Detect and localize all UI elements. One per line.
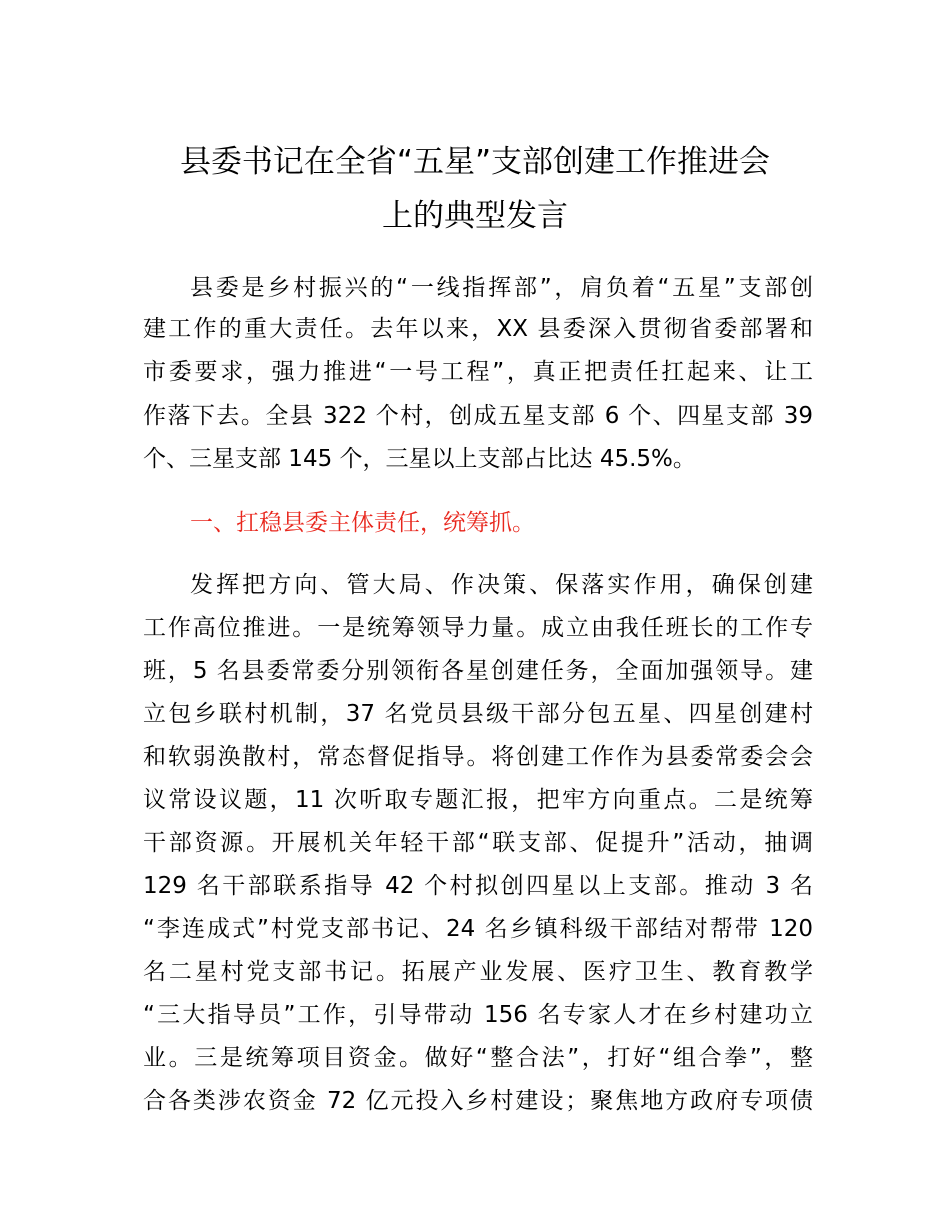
- intro-line: 作落下去。全县 322 个村，创成五星支部 6 个、四星支部 39: [143, 403, 813, 429]
- body-line: 129 名干部联系指导 42 个村拟创四星以上支部。推动 3 名: [143, 873, 813, 899]
- body-line: 工作高位推进。一是统筹领导力量。成立由我任班长的工作专: [143, 615, 813, 641]
- body-line: 名二星村党支部书记。拓展产业发展、医疗卫生、教育教学: [143, 959, 813, 985]
- body-line: 业。三是统筹项目资金。做好“整合法”，打好“组合拳”，整: [143, 1045, 813, 1071]
- intro-line: 个、三星支部 145 个，三星以上支部占比达 45.5%。: [143, 446, 696, 472]
- body-line: 和软弱涣散村，常态督促指导。将创建工作作为县委常委会会: [143, 744, 813, 770]
- body-line: 班，5 名县委常委分别领衔各星创建任务，全面加强领导。建: [143, 658, 813, 684]
- intro-line: 市委要求，强力推进“一号工程”，真正把责任扛起来、让工: [143, 359, 813, 385]
- intro-line: 建工作的重大责任。去年以来，XX 县委深入贯彻省委部署和: [143, 316, 813, 342]
- body-line: “李连成式”村党支部书记、24 名乡镇科级干部结对帮带 120: [143, 916, 813, 942]
- section-heading: 一、扛稳县委主体责任，统筹抓。: [190, 510, 535, 536]
- body-line: 发挥把方向、管大局、作决策、保落实作用，确保创建: [190, 572, 813, 598]
- body-line: 合各类涉农资金 72 亿元投入乡村建设；聚焦地方政府专项债: [143, 1088, 813, 1114]
- intro-line: 县委是乡村振兴的“一线指挥部”，肩负着“五星”支部创: [190, 275, 813, 301]
- body-line: 立包乡联村机制，37 名党员县级干部分包五星、四星创建村: [143, 701, 813, 727]
- body-line: “三大指导员”工作，引导带动 156 名专家人才在乡村建功立: [143, 1002, 813, 1028]
- document-title-line-2: 上的典型发言: [382, 198, 568, 234]
- document-title-line-1: 县委书记在全省“五星”支部创建工作推进会: [179, 144, 771, 180]
- body-line: 干部资源。开展机关年轻干部“联支部、促提升”活动，抽调: [143, 830, 813, 856]
- body-line: 议常设议题，11 次听取专题汇报，把牢方向重点。二是统筹: [143, 787, 813, 813]
